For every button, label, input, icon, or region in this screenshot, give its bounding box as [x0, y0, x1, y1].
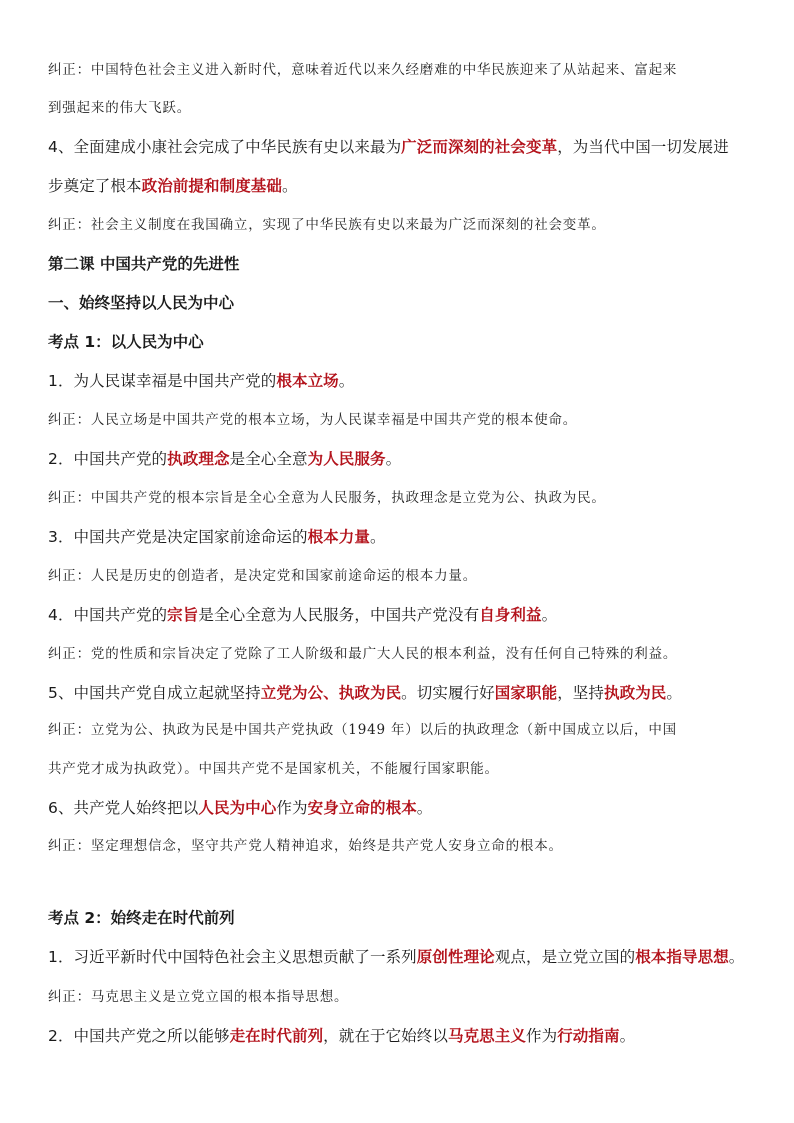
highlighted-keyword: 行动指南	[557, 1027, 620, 1045]
text-segment: 。	[282, 177, 298, 195]
statement-line	[48, 945, 744, 967]
correction-line	[48, 985, 348, 1005]
text-segment: 纠正：中国共产党的根本宗旨是全心全意为人民服务，执政理念是立党为公、执政为民。	[48, 490, 606, 506]
highlighted-keyword: 根本指导思想	[635, 948, 729, 966]
statement-line	[48, 525, 386, 547]
text-segment: 3．中国共产党是决定国家前途命运的	[48, 528, 308, 546]
highlighted-keyword: 宗旨	[167, 606, 199, 624]
statement-line	[48, 796, 432, 818]
topic-heading	[48, 330, 204, 352]
highlighted-keyword: 执政理念	[167, 450, 230, 468]
highlighted-keyword: 执政为民	[604, 684, 667, 702]
lesson-heading	[48, 252, 239, 274]
text-segment: ，就在于它始终以	[323, 1027, 448, 1045]
statement-line	[48, 603, 557, 625]
text-segment: 。	[369, 528, 386, 546]
text-segment: 。	[728, 948, 745, 966]
text-segment: 2．中国共产党的	[48, 450, 168, 468]
correction-line	[48, 486, 606, 506]
text-segment: 纠正：人民是历史的创造者，是决定党和国家前途命运的根本力量。	[48, 568, 477, 584]
text-segment: 1．习近平新时代中国特色社会主义思想贡献了一系列	[48, 948, 417, 966]
highlighted-keyword: 根本立场	[276, 372, 339, 390]
text-segment: 纠正：中国特色社会主义进入新时代，意味着近代以来久经磨难的中华民族迎来了从站起来、富起来	[48, 62, 678, 78]
correction-line	[48, 834, 563, 854]
text-segment: 共产党才成为执政党）。中国共产党不是国家机关，不能履行国家职能。	[48, 761, 499, 777]
text-segment: 步奠定了根本	[48, 177, 142, 195]
statement-line	[48, 135, 729, 157]
text-segment: 第二课 中国共产党的先进性	[48, 255, 240, 273]
text-segment: 纠正：党的性质和宗旨决定了党除了工人阶级和最广大人民的根本利益，没有任何自己特殊的利益。	[48, 646, 678, 662]
text-segment: 1．为人民谋幸福是中国共产党的	[48, 372, 277, 390]
text-segment: 。	[338, 372, 355, 390]
highlighted-keyword: 根本力量	[307, 528, 370, 546]
highlighted-keyword: 政治前提和制度基础	[141, 177, 283, 195]
text-segment: 纠正：社会主义制度在我国确立，实现了中华民族有史以来最为广泛而深刻的社会变革。	[48, 217, 606, 233]
text-segment: 作为	[276, 799, 308, 817]
text-segment: ，为当代中国一切发展进	[557, 138, 729, 156]
text-segment: 一、始终坚持以人民为中心	[48, 294, 235, 312]
text-segment: 纠正：坚定理想信念，坚守共产党人精神追求，始终是共产党人安身立命的根本。	[48, 838, 563, 854]
text-segment: 。	[385, 450, 402, 468]
topic-heading	[48, 906, 235, 928]
correction-line	[48, 757, 499, 777]
highlighted-keyword: 为人民服务	[307, 450, 386, 468]
text-segment: 4．中国共产党的	[48, 606, 168, 624]
correction-line	[48, 408, 577, 428]
highlighted-keyword: 自身利益	[479, 606, 542, 624]
text-segment: 2．中国共产党之所以能够	[48, 1027, 230, 1045]
text-segment: ，坚持	[557, 684, 604, 702]
text-segment: 是全心全意为人民服务，中国共产党没有	[198, 606, 480, 624]
text-segment: 到强起来的伟大飞跃。	[48, 100, 191, 116]
text-segment: 。	[619, 1027, 636, 1045]
text-segment: 。	[666, 684, 683, 702]
highlighted-keyword: 马克思主义	[447, 1027, 526, 1045]
text-segment: 纠正：马克思主义是立党立国的根本指导思想。	[48, 989, 349, 1005]
statement-line	[48, 174, 298, 196]
correction-line	[48, 642, 677, 662]
section-heading	[48, 291, 234, 313]
correction-line	[48, 564, 477, 584]
correction-line	[48, 58, 677, 78]
text-segment: 。	[541, 606, 558, 624]
statement-line	[48, 681, 682, 703]
text-segment: 。	[416, 799, 433, 817]
text-segment: 考点 2：始终走在时代前列	[48, 909, 235, 927]
correction-line	[48, 213, 606, 233]
text-segment: 4、全面建成小康社会完成了中华民族有史以来最为	[48, 138, 402, 156]
text-segment: 是全心全意	[229, 450, 308, 468]
statement-line	[48, 369, 354, 391]
correction-line	[48, 96, 191, 116]
highlighted-keyword: 原创性理论	[416, 948, 495, 966]
highlighted-keyword: 国家职能	[494, 684, 558, 702]
text-segment: 观点，是立党立国的	[494, 948, 636, 966]
correction-line	[48, 718, 677, 738]
text-segment: 纠正：人民立场是中国共产党的根本立场，为人民谋幸福是中国共产党的根本使命。	[48, 412, 578, 428]
text-segment: 作为	[526, 1027, 558, 1045]
text-segment: 5、中国共产党自成立起就坚持	[48, 684, 261, 702]
text-segment: 纠正：立党为公、执政为民是中国共产党执政（1949 年）以后的执政理念（新中国成立以后，中国	[48, 722, 677, 738]
text-segment: 。切实履行好	[401, 684, 495, 702]
highlighted-keyword: 广泛而深刻的社会变革	[401, 138, 558, 156]
statement-line	[48, 1024, 635, 1046]
highlighted-keyword: 安身立命的根本	[307, 799, 417, 817]
text-segment: 6、共产党人始终把以	[48, 799, 199, 817]
highlighted-keyword: 走在时代前列	[229, 1027, 324, 1045]
statement-line	[48, 447, 401, 469]
text-segment: 考点 1：以人民为中心	[48, 333, 204, 351]
highlighted-keyword: 人民为中心	[198, 799, 277, 817]
highlighted-keyword: 立党为公、执政为民	[260, 684, 402, 702]
